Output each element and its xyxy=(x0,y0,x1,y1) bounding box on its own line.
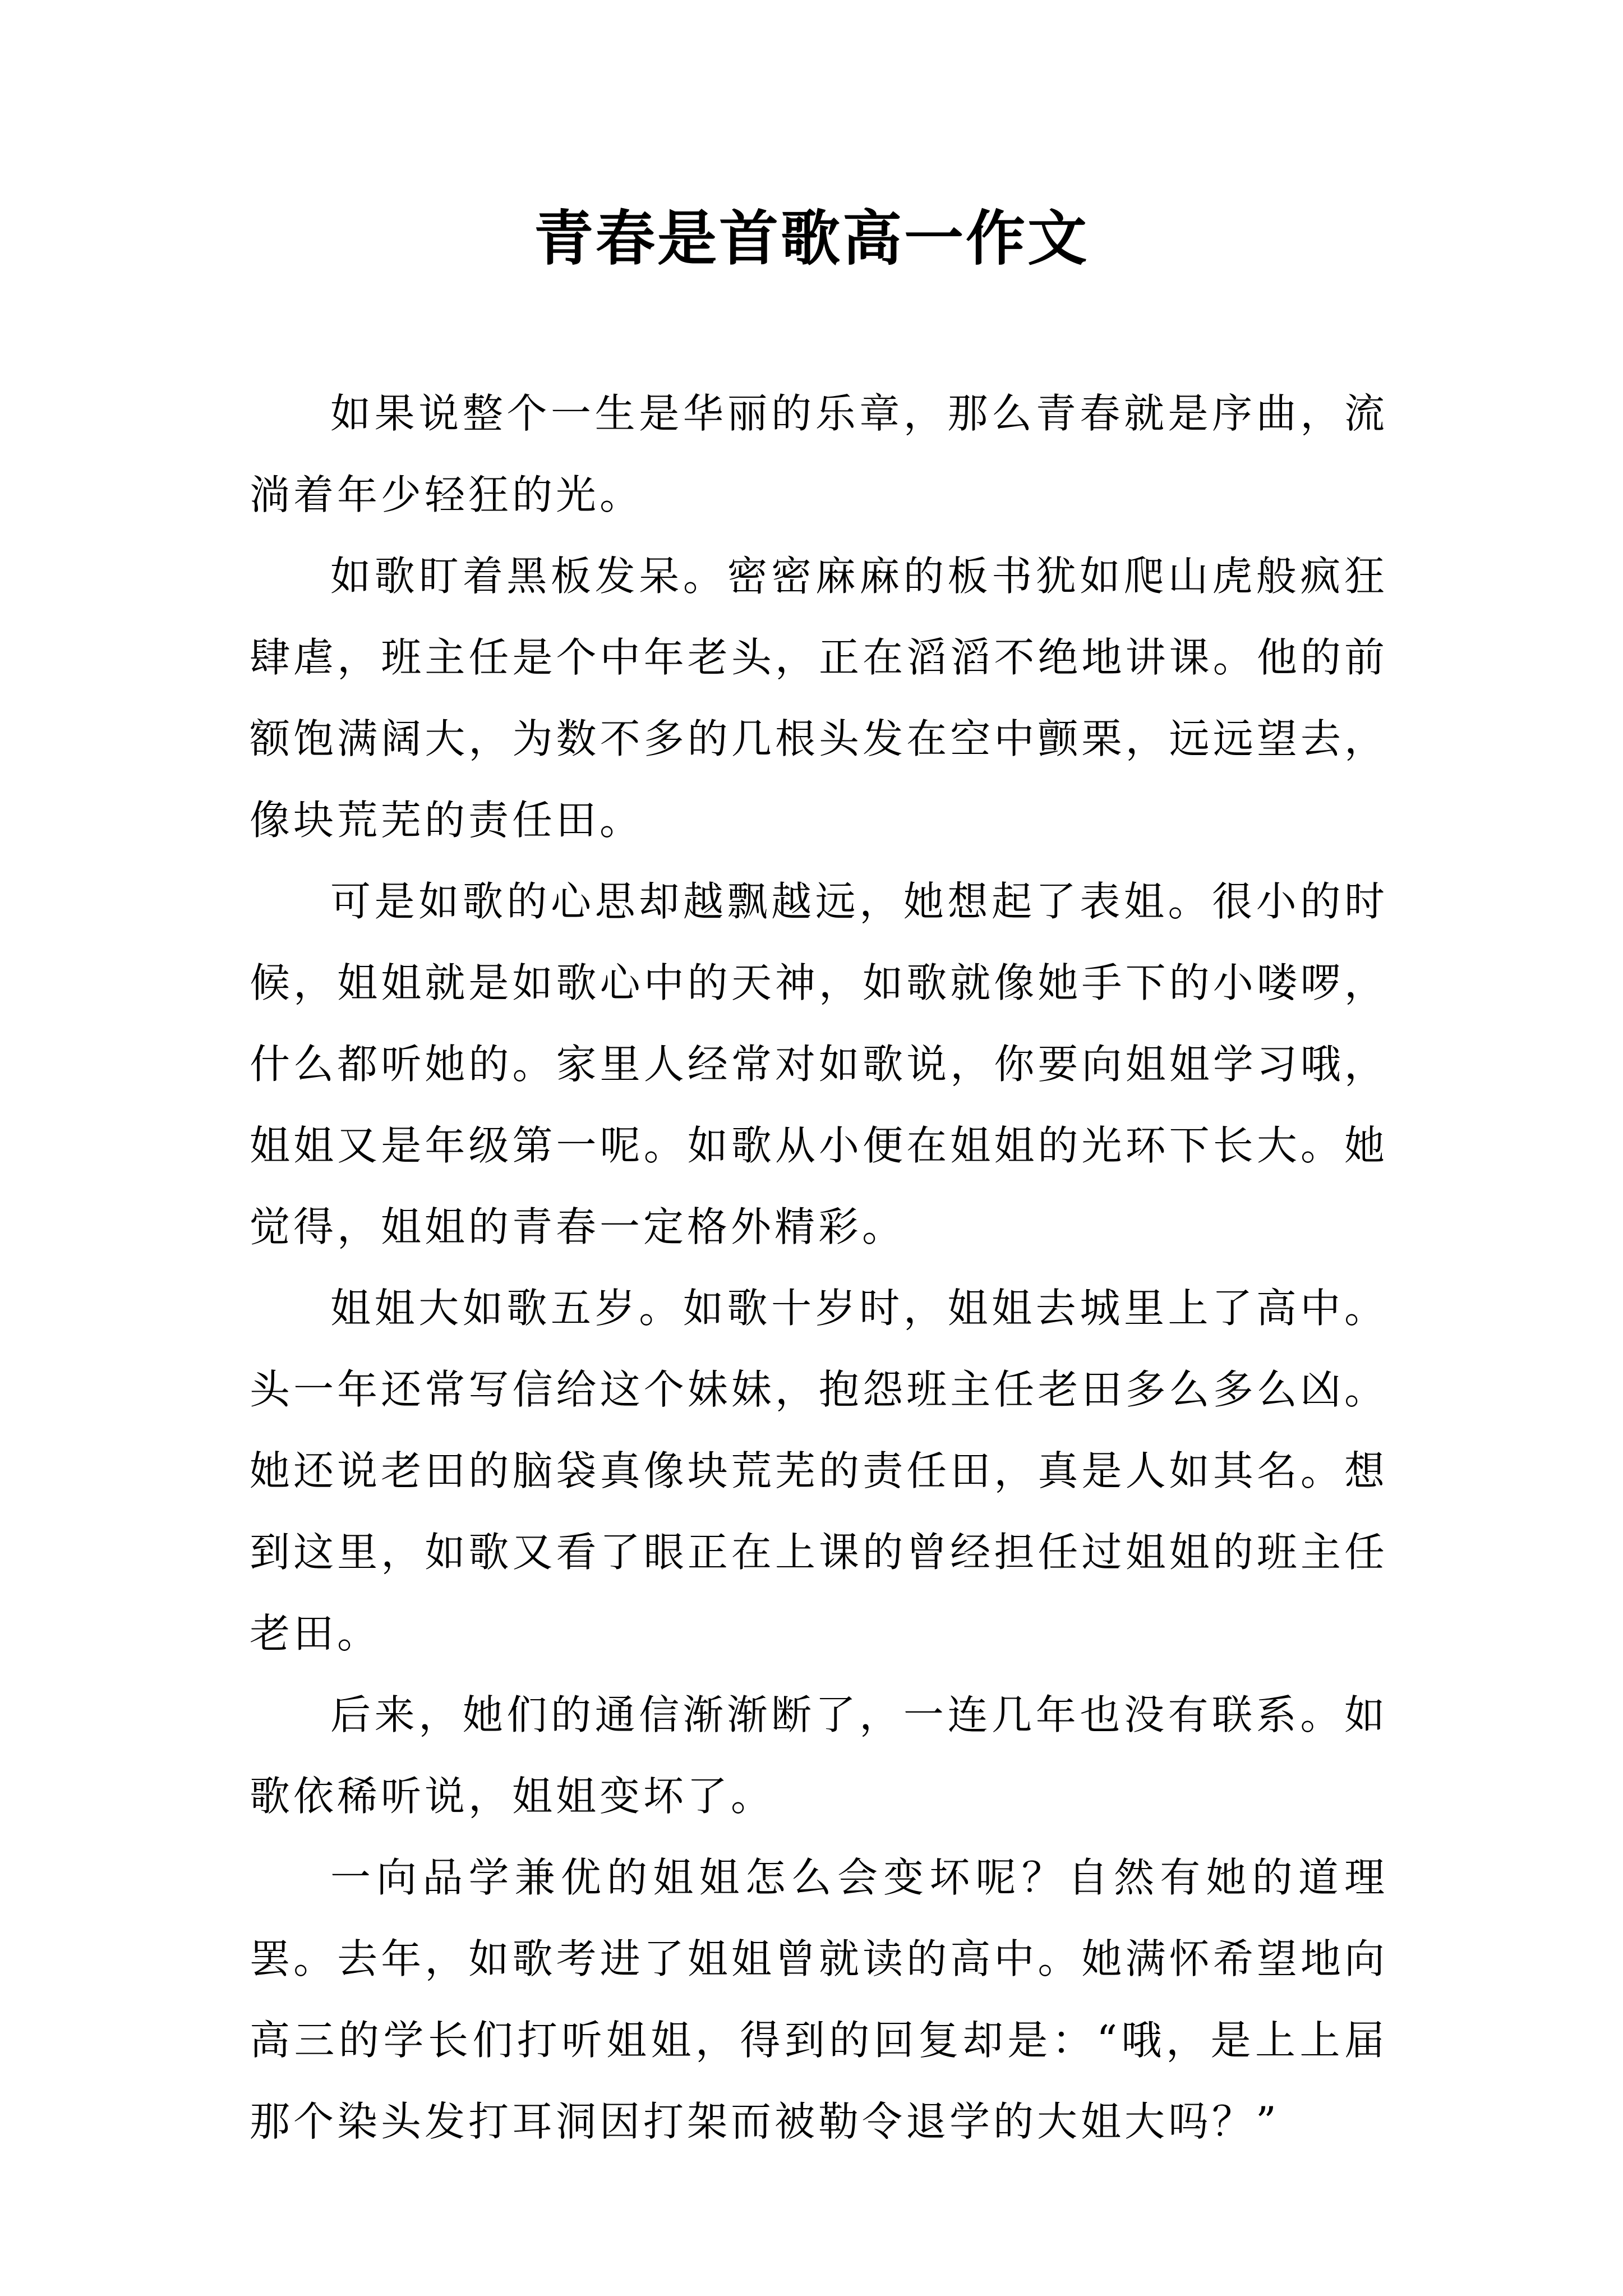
paragraph: 后来，她们的通信渐渐断了，一连几年也没有联系。如歌依稀听说，姐姐变坏了。 xyxy=(250,1691,1388,1820)
paragraph: 可是如歌的心思却越飘越远，她想起了表姐。很小的时候，姐姐就是如歌心中的天神，如歌就像她手下的小喽啰，什么都听她的。家里人经常对如歌说，你要向姐姐学习哦，姐姐又是年级第一呢。如歌从小便在姐姐的光环下长大。她觉得，姐姐的青春一定格外精彩。 xyxy=(250,878,1388,1250)
document-body xyxy=(250,373,1388,2162)
paragraph: 如歌盯着黑板发呆。密密麻麻的板书犹如爬山虎般疯狂肆虐，班主任是个中年老头，正在滔滔不绝地讲课。他的前额饱满阔大，为数不多的几根头发在空中颤栗，远远望去，像块荒芜的责任田。 xyxy=(250,553,1388,844)
paragraph: 如果说整个一生是华丽的乐章，那么青春就是序曲，流淌着年少轻狂的光。 xyxy=(250,390,1388,518)
paragraph: 一向品学兼优的姐姐怎么会变坏呢？自然有她的道理罢。去年，如歌考进了姐姐曾就读的高中。她满怀希望地向高三的学长们打听姐姐，得到的回复却是：“哦，是上上届那个染头发打耳洞因打架而被勒令退学的大姐大吗？” xyxy=(250,1854,1388,2145)
paragraph: 姐姐大如歌五岁。如歌十岁时，姐姐去城里上了高中。头一年还常写信给这个妹妹，抱怨班主任老田多么多么凶。她还说老田的脑袋真像块荒芜的责任田，真是人如其名。想到这里，如歌又看了眼正在上课的曾经担任过姐姐的班主任老田。 xyxy=(250,1285,1388,1657)
document-title: 青春是首歌高一作文 xyxy=(534,203,1089,273)
